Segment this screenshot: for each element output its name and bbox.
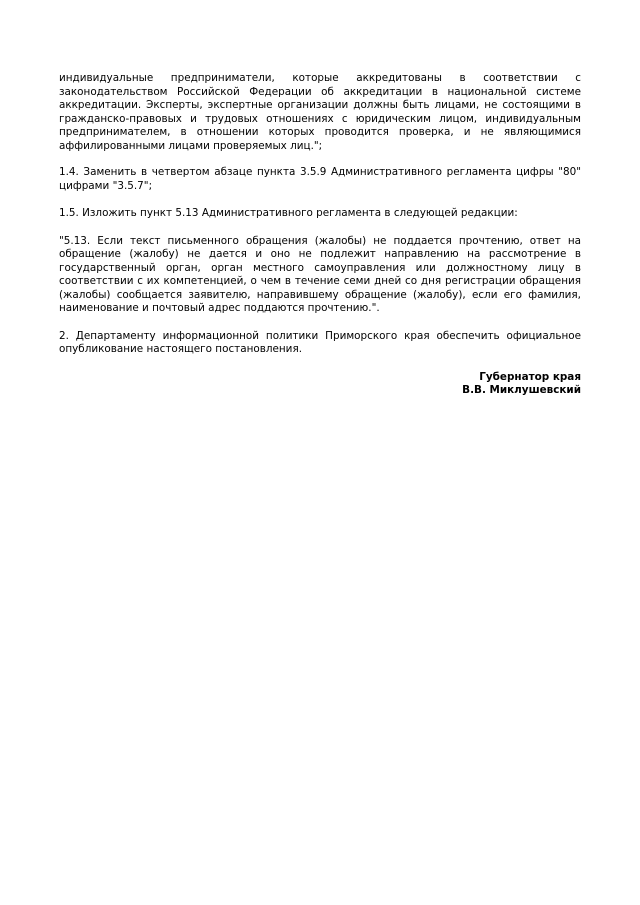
paragraph-experts-requirements: индивидуальные предприниматели, которые аккредитованы в соответствии с законодательством Российской Федерации об аккредитации в национальной системе аккредитации. Эксперты, экспертные организации должны быть лицами, не состоящими в гражданско-правовых и трудовых отношениях с юридическим лицом, индивидуальным предпринимателем, в отношении которых проводится проверка, и не являющимися аффилированными лицами проверяемых лиц."; bbox=[59, 72, 581, 152]
paragraph-item-1-4: 1.4. Заменить в четвертом абзаце пункта 3.5.9 Административного регламента цифры "80" цифрами "3.5.7"; bbox=[59, 166, 581, 192]
signature-name: В.В. Миклушевский bbox=[462, 384, 581, 396]
signature-block bbox=[59, 371, 581, 398]
signature-title: Губернатор края bbox=[479, 370, 581, 383]
paragraph-item-5-13-text: "5.13. Если текст письменного обращения (жалобы) не поддается прочтению, ответ на обращение (жалобу) не дается и оно не подлежит направлению на рассмотрение в государственный орган, орган местного самоуправления или должностному лицу в соответствии с их компетенцией, о чем в течение семи дней со дня регистрации обращения (жалобы) сообщается заявителю, направившему обращение (жалобу), если его фамилия, наименование и почтовый адрес поддаются прочтению.". bbox=[59, 234, 581, 314]
paragraph-item-1-5: 1.5. Изложить пункт 5.13 Административного регламента в следующей редакции: bbox=[59, 207, 518, 219]
document-page bbox=[59, 72, 581, 398]
paragraph-item-2: 2. Департаменту информационной политики Приморского края обеспечить официальное опубликование настоящего постановления. bbox=[59, 329, 581, 355]
